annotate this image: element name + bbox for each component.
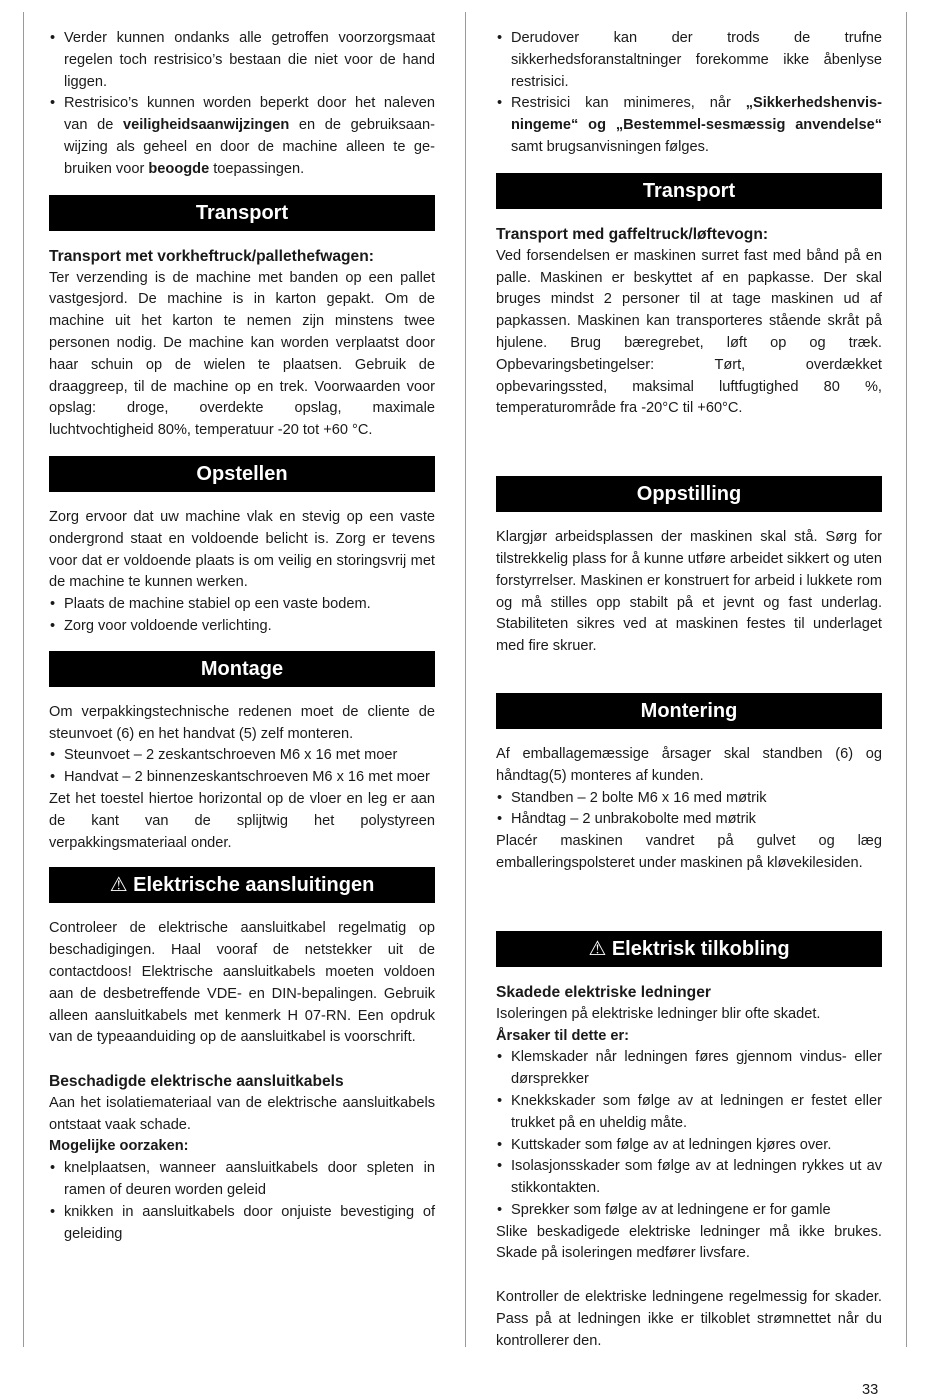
list-item — [496, 93, 882, 158]
section-bar-opstellen: Opstellen — [49, 456, 435, 492]
list-item: • knikken in aansluitkabels door onjuiste bevestiging of geleiding — [49, 1202, 435, 1246]
subheading: Transport met vorkheftruck/pallethefwagen: — [49, 247, 374, 265]
bullet-list — [496, 1047, 882, 1221]
subheading: Transport med gaffeltruck/løftevogn: — [496, 225, 769, 243]
column-dutch — [49, 28, 435, 1245]
intro-bullets — [496, 28, 882, 159]
list-item: • Zorg voor voldoende verlichting. — [49, 616, 435, 638]
paragraph: Af emballagemæssige årsager skal standben (6) og håndtag(5) monteres af kunden. — [496, 745, 882, 784]
paragraph: Aan het isolatiemateriaal van de elektrische aansluitkabels ontstaat vaak schade. — [49, 1094, 435, 1133]
section-bar-montage: Montage — [49, 651, 435, 687]
spacer — [49, 1049, 435, 1071]
column-danish-norwegian — [496, 28, 882, 1352]
list-item: • Kuttskader som følge av at ledningen kjøres over. — [496, 1135, 882, 1157]
paragraph: Ved forsendelsen er maskinen surret fast med bånd på en palle. Maskinen er beskyttet af en papkasse. Der skal bruges mindst 2 personer til at tage maskinen ud af papkassen. Maskinen kan transporteres stående skråt på hjulene. Brug bæregrebet, løft op og træk. Opbevaringsbetingelser: Tørt, overdækket opbevaringssted, maksimal luftfugtighed 80 %, temperaturområde fra -20°C til +60°C. — [496, 247, 882, 417]
text-segment: toepassingen. — [209, 160, 305, 177]
list-item: • Verder kunnen ondanks alle getroffen voorzorgsmaat regelen toch restrisico’s bestaan die niet voor de hand liggen. — [49, 28, 435, 93]
section-bar-transport: Transport — [496, 173, 882, 209]
bullet-list — [49, 594, 435, 638]
subheading: Skadede elektriske ledninger — [496, 983, 711, 1001]
list-item: • Steunvoet – 2 zeskantschroeven M6 x 16 met moer — [49, 745, 435, 767]
bold-term: „Sikkerhedshenvisningeme“ — [511, 95, 882, 134]
paragraph: Isoleringen på elektriske ledninger blir ofte skadet. — [496, 1005, 821, 1022]
warning-icon: ⚠ — [588, 937, 607, 960]
section-bar-montering: Montering — [496, 693, 882, 729]
section-bar-elektrisch — [49, 867, 435, 903]
list-item: • Derudover kan der trods de trufne sikkerhedsforanstaltninger forekomme ikke åbenlyse restrisici. — [496, 28, 882, 93]
bold-term: „Bestemmel-sesmæssig anvendelse“ — [615, 117, 882, 134]
causes-label: Mogelijke oorzaken: — [49, 1138, 189, 1155]
bold-term: og — [578, 117, 616, 134]
bullet-list — [496, 788, 882, 832]
list-item: • Sprekker som følge av at ledningene er for gamle — [496, 1200, 882, 1222]
paragraph: Zet het toestel hiertoe horizontal op de vloer en leg er aan de kant van de splijtwig het polystyreen verpakkingsmateriaal onder. — [49, 790, 435, 851]
list-item — [49, 93, 435, 180]
list-item: • knelplaatsen, wanneer aansluitkabels door spleten in ramen of deuren worden geleid — [49, 1158, 435, 1202]
paragraph: Slike beskadigede elektriske ledninger må ikke brukes. Skade på isoleringen medfører livsfare. — [496, 1223, 882, 1262]
bold-term: beoogde — [148, 160, 210, 177]
paragraph: Placér maskinen vandret på gulvet og læg emballeringspolsteret under maskinen på kløvekilesiden. — [496, 833, 882, 871]
section-title: Elektrische aansluitingen — [133, 874, 375, 897]
subheading: Beschadigde elektrische aansluitkabels — [49, 1072, 344, 1090]
section-title: Elektrisk tilkobling — [611, 937, 790, 960]
list-item: • Handvat – 2 binnenzeskantschroeven M6 x 16 met moer — [49, 767, 435, 789]
text-segment: Restrisici kan minimeres, når — [511, 95, 746, 112]
section-bar-elektrisk — [496, 931, 882, 967]
list-item: • Klemskader når ledningen føres gjennom vindus- eller dørsprekker — [496, 1047, 882, 1091]
right-rule — [906, 12, 907, 1347]
middle-rule — [465, 12, 466, 1347]
paragraph: Kontroller de elektriske ledningene regelmessig for skader. Pass på at ledningen ikke er tilkoblet strømnettet når du kontrollerer den. — [496, 1289, 882, 1349]
intro-bullets — [49, 28, 435, 181]
paragraph: Om verpakkingstechnische redenen moet de cliente de steunvoet (6) en het handvat (5) zelf monteren. — [49, 703, 435, 742]
paragraph: Klargjør arbeidsplassen der maskinen skal stå. Sørg for tilstrekkelig plass for å kunne utføre arbeidet sikkert og uten forstyrrelser. Maskinen er konstruert for arbeid i lukkete rom og må stilles opp stabilt på et jevnt og fast underlag. Stabiliteten sikres ved at maskinen festes til underlaget med fire skruer. — [496, 529, 882, 655]
paragraph: Zorg ervoor dat uw machine vlak en stevig op een vaste ondergrond staat en voldoende belicht is. Zorg er tevens voor dat er voldoende plaats is om veilig en storingsvrij met de machine te kunnen werken. — [49, 508, 435, 591]
left-rule — [23, 12, 24, 1347]
page-number: 33 — [862, 1382, 879, 1398]
bullet-list — [49, 745, 435, 789]
spacer — [496, 1265, 882, 1287]
list-item: • Håndtag – 2 unbrakobolte med møtrik — [496, 809, 882, 831]
warning-icon: ⚠ — [109, 874, 128, 897]
text-segment: Restrisico’s kunnen worden beperkt door het naleven van de — [64, 95, 435, 134]
list-item: • Knekkskader som følge av at ledningen er festet eller trukket på en uheldig måte. — [496, 1091, 882, 1135]
section-bar-oppstilling: Oppstilling — [496, 476, 882, 512]
list-item: • Isolasjonsskader som følge av at ledningen rykkes ut av stikkontakten. — [496, 1156, 882, 1200]
list-item: • Plaats de machine stabiel op een vaste bodem. — [49, 594, 435, 616]
bullet-list — [49, 1158, 435, 1245]
causes-label: Årsaker til dette er: — [496, 1027, 630, 1044]
bold-term: veiligheidsaanwijzingen — [123, 117, 290, 134]
section-bar-transport: Transport — [49, 195, 435, 231]
paragraph: Ter verzending is de machine met banden op een pallet vastgesjord. De machine is in karton gepakt. Om de machine uit het karton te nemen zijn minstens twee personen nodig. De machine kan worden verplaatst door haar schuin op de wielen te plaatsen. Gebruik de draaggreep, til de machine op en trek. Voorwaarden voor opslag: droge, overdekte opslag, maximale luchtvochtigheid 80%, temperatuur -20 tot +60 °C. — [49, 269, 435, 439]
list-item: • Standben – 2 bolte M6 x 16 med møtrik — [496, 788, 882, 810]
text-segment: en de gebruiksaanwijzing als geheel en door de machine alleen te gebruiken voor — [64, 117, 435, 177]
paragraph: Controleer de elektrische aansluitkabel regelmatig op beschadigingen. Haal vooraf de netstekker uit de contactdoos! Elektrische aansluitkabels moeten voldoen aan de desbetreffende VDE- en DIN-bepalingen. Gebruik alleen aansluitkabels met kenmerk H 07-RN. Een opdruk van de typeaanduiding op de aansluitkabel is voorschrift. — [49, 920, 435, 1046]
text-segment: samt brugsanvisningen følges. — [511, 138, 709, 155]
